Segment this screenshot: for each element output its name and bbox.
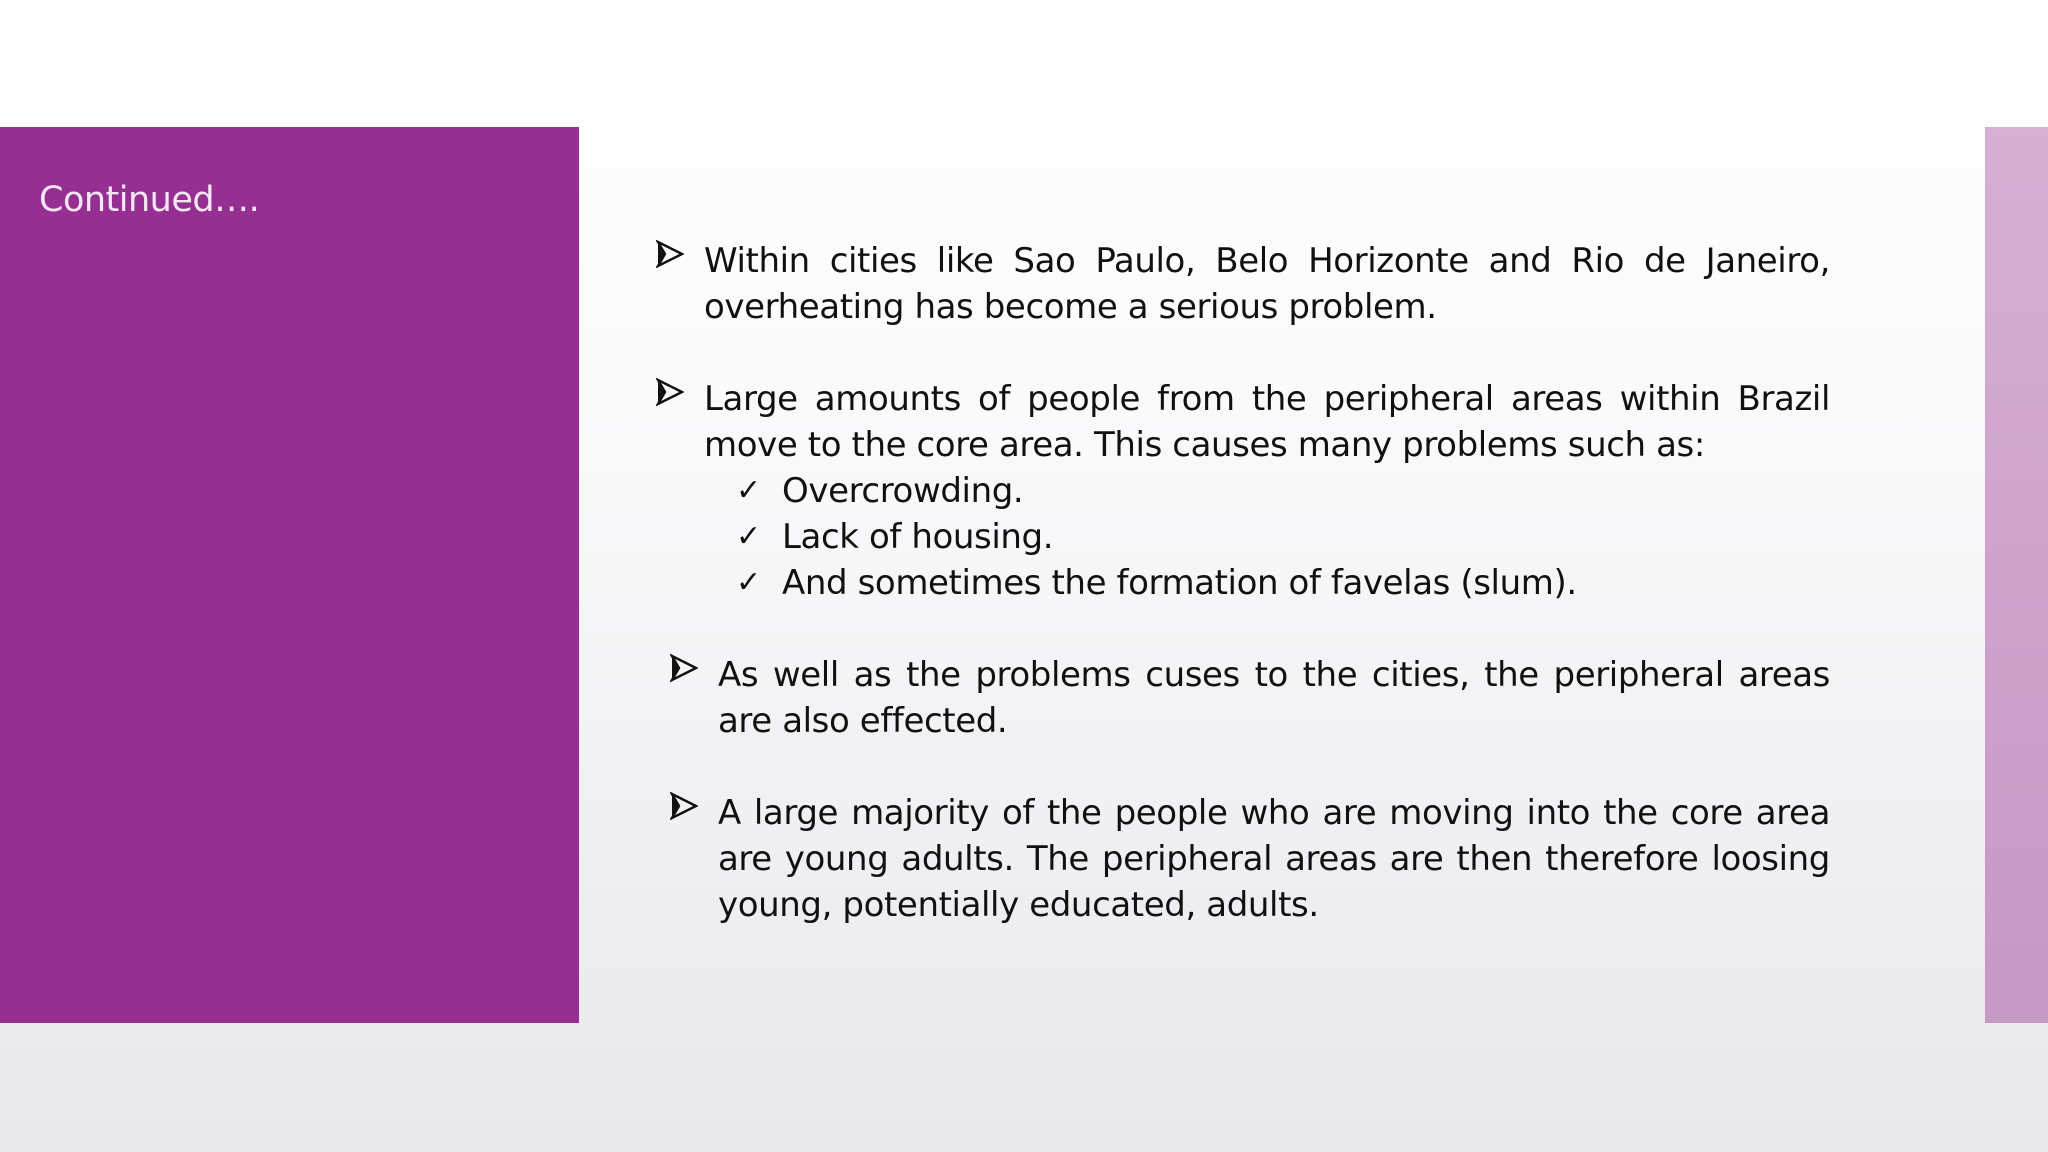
sub-list-item xyxy=(736,560,1830,606)
title-panel xyxy=(0,127,579,1023)
sub-item-text: And sometimes the formation of favelas (slum). xyxy=(782,563,1577,603)
arrowhead-bullet-icon xyxy=(656,378,684,406)
sub-list-item xyxy=(736,514,1830,560)
sub-item-text: Lack of housing. xyxy=(782,517,1054,557)
arrowhead-bullet-icon xyxy=(670,654,698,682)
bullet-item xyxy=(664,790,1830,928)
arrowhead-bullet-icon xyxy=(670,792,698,820)
slide-title: Continued…. xyxy=(39,180,260,220)
sub-item-text: Overcrowding. xyxy=(782,471,1024,511)
sub-list-item xyxy=(736,468,1830,514)
bullet-text: Large amounts of people from the peripheral areas within Brazil move to the core area. This causes many problems such as: xyxy=(704,379,1830,465)
bullet-text: Within cities like Sao Paulo, Belo Horizonte and Rio de Janeiro, overheating has become a serious problem. xyxy=(704,241,1830,327)
bullet-item xyxy=(664,652,1830,744)
sub-list xyxy=(704,468,1830,606)
checkmark-icon: ✓ xyxy=(736,519,761,554)
arrowhead-bullet-icon xyxy=(656,240,684,268)
checkmark-icon: ✓ xyxy=(736,473,761,508)
accent-strip xyxy=(1985,127,2048,1023)
bullet-item xyxy=(650,376,1830,606)
bullet-item xyxy=(650,238,1830,330)
bullet-text: A large majority of the people who are moving into the core area are young adults. The peripheral areas are then therefore loosing young, potentially educated, adults. xyxy=(718,793,1830,925)
content-body xyxy=(650,238,1830,928)
bullet-text: As well as the problems cuses to the cities, the peripheral areas are also effected. xyxy=(718,655,1830,741)
checkmark-icon: ✓ xyxy=(736,565,761,600)
